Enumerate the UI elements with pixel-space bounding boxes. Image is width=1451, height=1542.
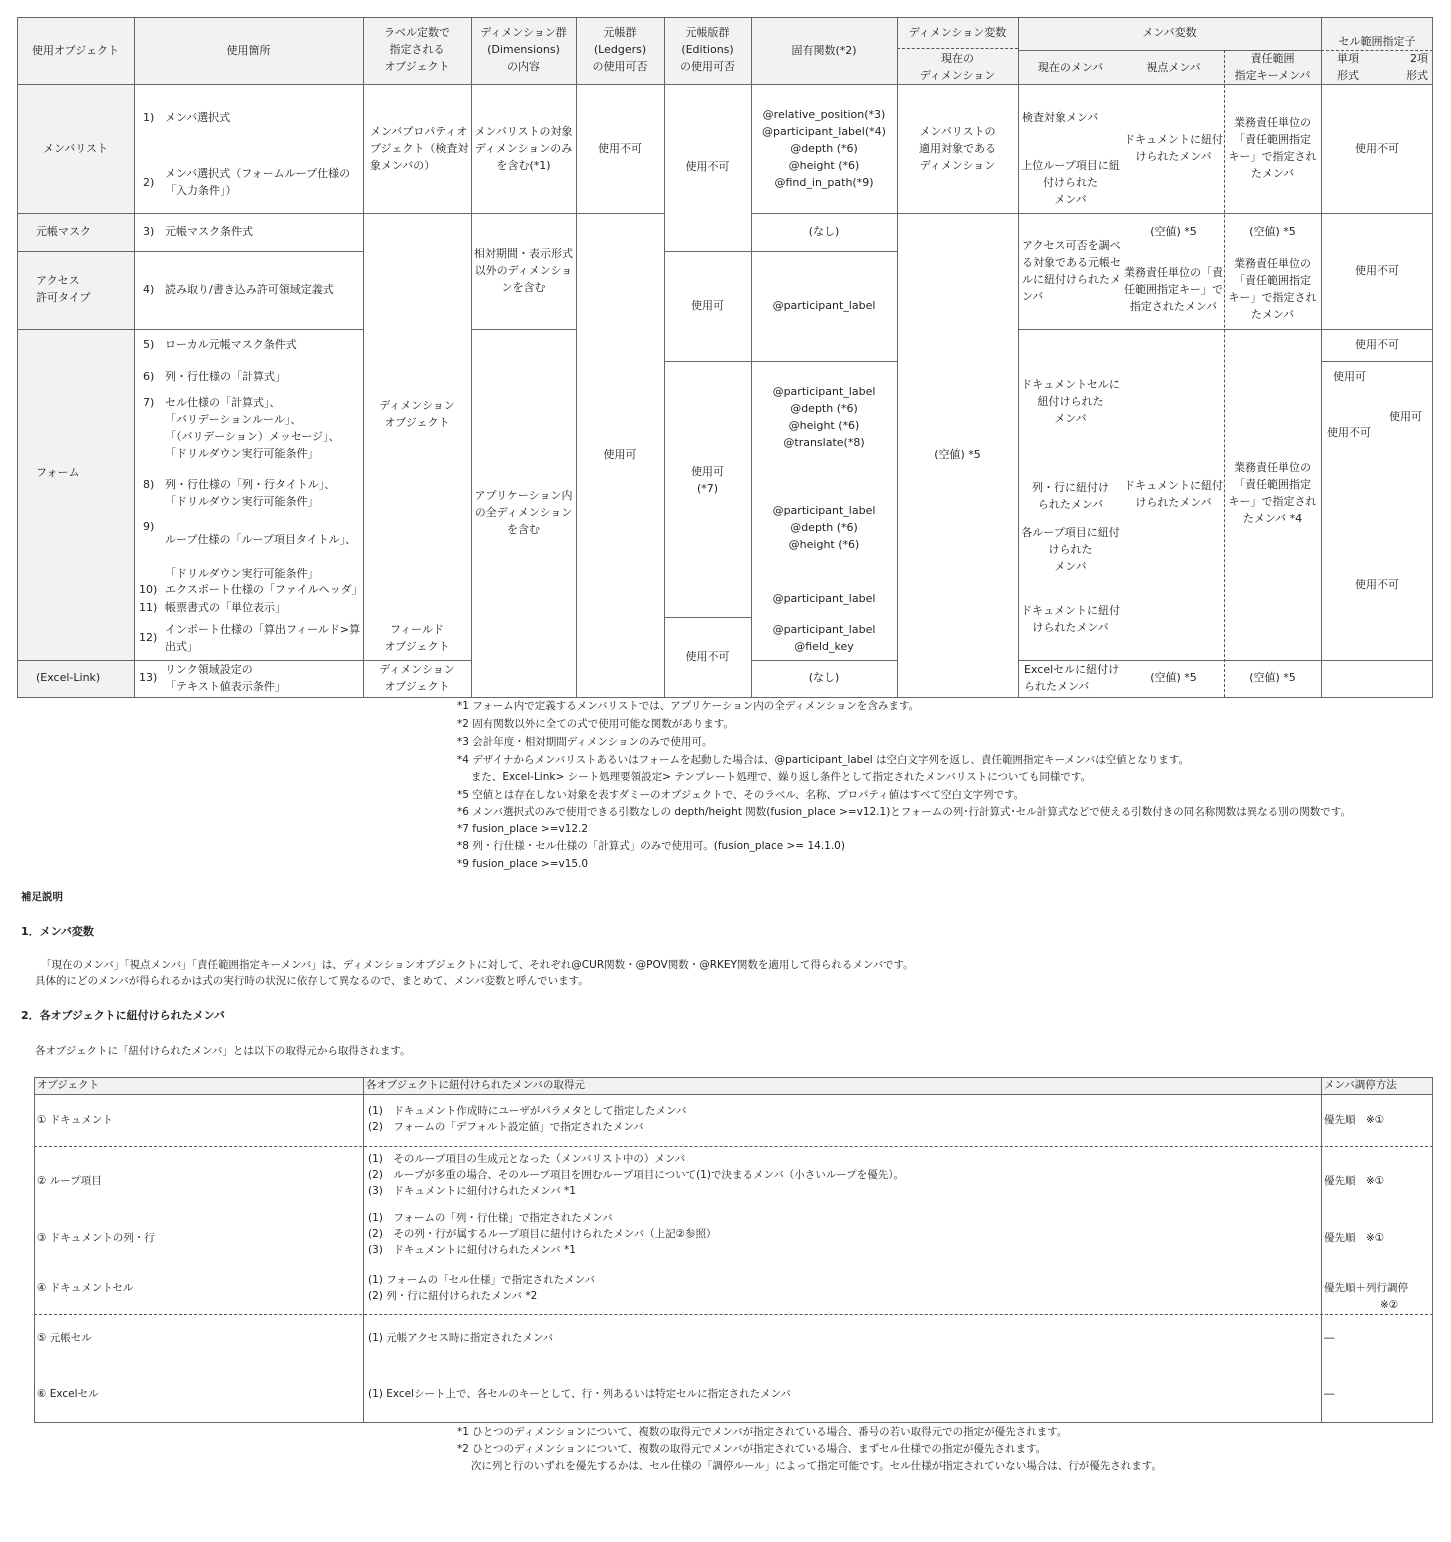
- header-dimension-variable: ディメンション変数: [908, 26, 1007, 39]
- header-binary-form: 2項 形式: [1406, 52, 1428, 82]
- dim-variable-cell: (空値) *5: [934, 448, 981, 461]
- resp-member-cell: 業務責任単位の 「責任範囲指定 キー」で指定され たメンバ: [1228, 116, 1317, 180]
- header-single-form: 単項 形式: [1337, 52, 1359, 82]
- table-row-object: ⑥ Excelセル: [37, 1388, 99, 1400]
- current-member-cell: 列・行に紐付け られたメンバ: [1032, 481, 1109, 511]
- table-row-source: (1) フォームの「列・行仕様」で指定されたメンバ (2) その列・行が属するループ項目に紐付けられたメンバ（上記②参照） (3) ドキュメントに紐付けられたメンバ *1: [368, 1212, 717, 1256]
- supplement-title: 補足説明: [21, 891, 63, 903]
- current-member-cell: ドキュメントセルに 紐付けられた メンバ: [1021, 378, 1120, 425]
- paragraph: 「現在のメンバ」「視点メンバ」「責任範囲指定キーメンバ」は、ディメンションオブジェクトに対して、それぞれ@CUR関数・@POV関数・@RKEY関数を適用して得られるメンバです。: [41, 959, 914, 971]
- loc-number: 10): [139, 583, 158, 596]
- section-title: 2．各オブジェクトに紐付けられたメンバ: [21, 1009, 225, 1022]
- builtin-cell: @relative_position(*3) @participant_label(*4) @depth (*6) @height (*6) @find_in_path(*9): [762, 108, 886, 189]
- header-current-dimension: 現在の ディメンション: [919, 52, 996, 82]
- footnote: *3 会計年度・相対期間ディメンションのみで使用可。: [457, 736, 713, 748]
- dimensions-cell: メンバリストの対象 ディメンションのみ を含む(*1): [474, 125, 573, 172]
- header-member-variable: メンバ変数: [1142, 26, 1197, 39]
- builtin-cell: @participant_label: [772, 299, 876, 312]
- table2-header-source: 各オブジェクトに紐付けられたメンバの取得元: [366, 1079, 585, 1091]
- builtin-cell: @participant_label @depth (*6) @height (*6): [772, 504, 876, 551]
- label-object-cell: メンバプロパティオ ブジェクト（検査対 象メンバの）: [370, 125, 469, 172]
- table2-header-method: メンバ調停方法: [1324, 1079, 1397, 1091]
- loc-number: 12): [139, 631, 158, 644]
- object-form: フォーム: [36, 466, 80, 479]
- footnote: *2 ひとつのディメンションについて、複数の取得元でメンバが指定されている場合、まずセル仕様での指定が優先されます。: [457, 1443, 1047, 1455]
- ledgers-cell: 使用可: [603, 448, 637, 461]
- loc-text: メンバ選択式: [165, 111, 231, 124]
- editions-cell: 使用可: [691, 299, 724, 312]
- resp-member-cell: (空値) *5: [1249, 225, 1296, 238]
- dim-variable-cell: メンバリストの 適用対象である ディメンション: [919, 125, 996, 172]
- resp-member-cell: 業務責任単位の 「責任範囲指定 キー」で指定され たメンバ: [1228, 257, 1317, 321]
- cell-range-cell: 使用可: [1389, 410, 1422, 423]
- paragraph: 具体的にどのメンバが得られるかは式の実行時の状況に依存して異なるので、まとめて、メンバ変数と呼んでいます。: [35, 975, 589, 987]
- editions-cell: 使用可 (*7): [691, 465, 724, 495]
- table-row-method: 優先順 ※①: [1324, 1232, 1385, 1244]
- ledgers-cell: 使用不可: [598, 142, 642, 155]
- table-row-source: (1) ドキュメント作成時にユーザがパラメタとして指定したメンバ (2) フォームの「デフォルト設定値」で指定されたメンバ: [368, 1105, 687, 1133]
- object-column-bg: [17, 85, 134, 697]
- current-member-cell: アクセス可否を調べ る対象である元帳セ ルに紐付けられたメ ンバ: [1022, 239, 1121, 303]
- cell-range-cell: 使用可: [1333, 370, 1366, 383]
- loc-text: 読み取り/書き込み許可領域定義式: [165, 283, 334, 296]
- loc-number: 6): [143, 370, 155, 383]
- header-label-object: ラベル定数で 指定される オブジェクト: [384, 26, 450, 73]
- loc-text: インポート仕様の「算出フィールド>算 出式」: [165, 623, 361, 653]
- dimensions-cell: アプリケーション内 の全ディメンション を含む: [474, 489, 573, 536]
- current-member-cell: ドキュメントに紐付 けられたメンバ: [1021, 604, 1120, 634]
- view-member-cell: ドキュメントに紐付 けられたメンバ: [1124, 479, 1223, 509]
- builtin-cell: @participant_label: [772, 592, 876, 605]
- loc-number: 11): [139, 601, 158, 614]
- current-member-cell: 各ループ項目に紐付 けられた メンバ: [1021, 526, 1120, 573]
- table-row-source: (1) 元帳アクセス時に指定されたメンバ: [368, 1332, 554, 1344]
- label-object-cell: フィールド オブジェクト: [384, 623, 450, 653]
- builtin-cell: @participant_label @depth (*6) @height (*6) @translate(*8): [772, 385, 876, 449]
- table-row-method-note: ※②: [1380, 1299, 1399, 1311]
- header-current-member: 現在のメンバ: [1037, 61, 1104, 74]
- view-member-cell: (空値) *5: [1150, 671, 1197, 684]
- loc-text: 列・行仕様の「計算式」: [165, 370, 286, 383]
- label-object-cell: ディメンション オブジェクト: [379, 399, 455, 429]
- view-member-cell: (空値) *5: [1150, 225, 1197, 238]
- footnote: *1 フォーム内で定義するメンバリストでは、アプリケーション内の全ディメンションを含みます。: [457, 700, 920, 712]
- object-memberlist: メンバリスト: [42, 142, 108, 155]
- table-row-method: ―: [1324, 1388, 1335, 1400]
- loc-number: 8): [143, 478, 155, 491]
- section-title: 1．メンバ変数: [21, 925, 94, 938]
- loc-number: 1): [143, 111, 155, 124]
- object-ledger-mask: 元帳マスク: [36, 225, 91, 238]
- loc-text: ループ仕様の「ループ項目タイトル」、 「ドリルダウン実行可能条件」: [165, 533, 357, 580]
- view-member-cell: 業務責任単位の「責 任範囲指定キー」で 指定されたメンバ: [1124, 266, 1223, 313]
- paragraph: 各オブジェクトに「紐付けられたメンバ」とは以下の取得元から取得されます。: [35, 1045, 411, 1057]
- loc-text: ローカル元帳マスク条件式: [165, 338, 297, 351]
- header-cell-range: セル範囲指定子: [1338, 35, 1416, 48]
- loc-number: 7): [143, 396, 155, 409]
- object-access-type: アクセス 許可タイプ: [36, 274, 91, 304]
- header-editions: 元帳版群 (Editions) の使用可否: [680, 26, 735, 73]
- table-row-object: ③ ドキュメントの列・行: [37, 1232, 155, 1244]
- cell-range-cell: 使用不可: [1327, 426, 1371, 439]
- loc-number: 13): [139, 671, 158, 684]
- loc-number: 4): [143, 283, 155, 296]
- loc-text: リンク領域設定の 「テキスト値表示条件」: [165, 663, 286, 693]
- loc-text: 列・行仕様の「列・行タイトル」、 「ドリルダウン実行可能条件」: [165, 478, 336, 508]
- table-row-method: 優先順＋列行調停: [1324, 1282, 1408, 1294]
- loc-text: 元帳マスク条件式: [165, 225, 253, 238]
- table-row-source: (1) フォームの「セル仕様」で指定されたメンバ (2) 列・行に紐付けられたメンバ *2: [368, 1274, 595, 1302]
- footnote: *8 列・行仕様・セル仕様の「計算式」のみで使用可。(fusion_place >= 14.1.0): [457, 840, 845, 852]
- footnote: *7 fusion_place >=v12.2: [457, 823, 589, 835]
- dimensions-cell: 相対期間・表示形式 以外のディメンショ ンを含む: [474, 247, 573, 294]
- builtin-cell: (なし): [808, 225, 840, 238]
- footnote: *2 固有関数以外に全ての式で使用可能な関数があります。: [457, 718, 734, 730]
- loc-text: セル仕様の「計算式」、 「バリデーションルール」、 「（バリデーション）メッセージ」、 「ドリルダウン実行可能条件」: [165, 396, 340, 460]
- builtin-cell: @participant_label @field_key: [772, 623, 876, 653]
- header-responsibility-member: 責任範囲 指定キーメンバ: [1234, 52, 1311, 82]
- table-row-object: ① ドキュメント: [37, 1114, 113, 1126]
- header-view-member: 視点メンバ: [1146, 61, 1201, 74]
- current-member-cell: 上位ループ項目に紐 付けられた メンバ: [1021, 159, 1120, 206]
- label-object-cell: ディメンション オブジェクト: [379, 663, 455, 693]
- table2-header-object: オブジェクト: [37, 1079, 100, 1091]
- cell-range-cell: 使用不可: [1355, 142, 1399, 155]
- resp-member-cell: (空値) *5: [1249, 671, 1296, 684]
- view-member-cell: ドキュメントに紐付 けられたメンバ: [1124, 133, 1223, 163]
- cell-range-cell: 使用不可: [1355, 338, 1399, 351]
- table-row-source: (1) Excelシート上で、各セルのキーとして、行・列あるいは特定セルに指定されたメンバ: [368, 1388, 791, 1400]
- table-row-method: 優先順 ※①: [1324, 1114, 1385, 1126]
- cell-range-cell: 使用不可: [1355, 264, 1399, 277]
- footnote: *9 fusion_place >=v15.0: [457, 858, 589, 870]
- current-member-cell: 検査対象メンバ: [1022, 111, 1099, 124]
- editions-cell: 使用不可: [685, 160, 730, 173]
- table-row-method: 優先順 ※①: [1324, 1175, 1385, 1187]
- header-builtin-functions: 固有関数(*2): [791, 44, 857, 57]
- current-member-cell: Excelセルに紐付け られたメンバ: [1024, 663, 1120, 693]
- table-row-object: ② ループ項目: [37, 1175, 102, 1187]
- footnote: *4 デザイナからメンバリストあるいはフォームを起動した場合は、@participant_label は空白文字列を返し、責任範囲指定キーメンバは空値となります。: [457, 754, 1189, 766]
- loc-number: 2): [143, 176, 155, 189]
- table-row-method: ―: [1324, 1332, 1335, 1344]
- table-row-object: ⑤ 元帳セル: [37, 1332, 92, 1344]
- loc-number: 3): [143, 225, 155, 238]
- header-ledgers: 元帳群 (Ledgers) の使用可否: [592, 26, 648, 73]
- footnote: *5 空値とは存在しない対象を表すダミーのオブジェクトで、そのラベル、名称、プロパティ値はすべて空白文字列です。: [457, 789, 1025, 801]
- object-excel-link: (Excel-Link): [36, 671, 101, 684]
- resp-member-cell: 業務責任単位の 「責任範囲指定 キー」で指定され たメンバ *4: [1228, 461, 1317, 525]
- footnote: 次に列と行のいずれを優先するかは、セル仕様の「調停ルール」によって指定可能です。セル仕様が指定されていない場合は、行が優先されます。: [457, 1460, 1162, 1472]
- loc-text: メンバ選択式（フォームループ仕様の 「入力条件」）: [165, 167, 351, 197]
- header-dimensions: ディメンション群 (Dimensions) の内容: [480, 26, 567, 73]
- cell-range-cell: 使用不可: [1355, 578, 1399, 591]
- table-row-source: (1) そのループ項目の生成元となった（メンバリスト中の）メンバ (2) ループが多重の場合、そのループ項目を囲むループ項目について(1)で決まるメンバ（小さいループを優先）。 (3) ドキュメントに紐付けられたメンバ *1: [368, 1153, 904, 1197]
- table2-header-bg: [34, 1077, 1433, 1094]
- builtin-cell: (なし): [808, 671, 840, 684]
- header-location: 使用箇所: [226, 44, 271, 57]
- footnote: *6 メンバ選択式のみで使用できる引数なしの depth/height 関数(fusion_place >=v12.1)とフォームの列･行計算式･セル計算式などで使える引数付きの同名称関数は異なる別の関数です。: [457, 806, 1351, 818]
- loc-text: 帳票書式の「単位表示」: [165, 601, 286, 614]
- loc-text: エクスポート仕様の「ファイルヘッダ」: [165, 583, 363, 596]
- loc-number: 5): [143, 338, 155, 351]
- editions-cell: 使用不可: [685, 650, 730, 663]
- table-row-object: ④ ドキュメントセル: [37, 1282, 134, 1294]
- footnote: *1 ひとつのディメンションについて、複数の取得元でメンバが指定されている場合、番号の若い取得元での指定が優先されます。: [457, 1426, 1068, 1438]
- loc-number: 9): [143, 520, 155, 533]
- footnote: また、Excel-Link> シート処理要領設定> テンプレート処理で、繰り返し条件として指定されたメンバリストについても同様です。: [457, 771, 1092, 783]
- header-object: 使用オブジェクト: [31, 44, 119, 57]
